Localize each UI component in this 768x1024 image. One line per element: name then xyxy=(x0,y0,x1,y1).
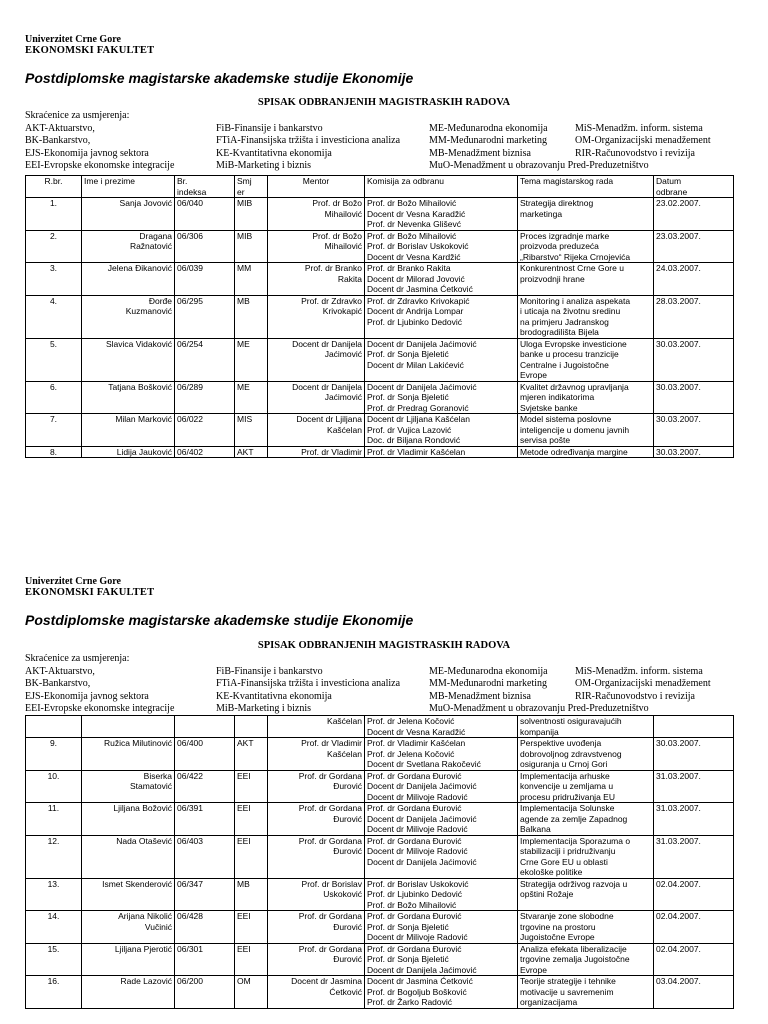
table-row xyxy=(26,414,734,447)
cell-rbr: 14. xyxy=(26,911,82,944)
abbreviation-item: MiS-Menadžm. inform. sistema xyxy=(575,122,703,134)
cell-commission: Docent dr Jasmina Ćetković Prof. dr Bogoljub Bošković Prof. dr Žarko Radović xyxy=(365,976,518,1009)
cell-smj: EEI xyxy=(235,770,268,803)
abbreviations-block xyxy=(25,653,755,716)
abbreviation-item: RIR-Računovodstvo i revizija xyxy=(575,147,695,159)
cell-index: 06/039 xyxy=(175,263,235,296)
cell-smj: MIB xyxy=(235,230,268,263)
cell-mentor: Kašćelan xyxy=(268,716,365,738)
thesis-table xyxy=(25,175,734,458)
abbreviation-item: KE-Kvantitativna ekonomija xyxy=(216,147,332,159)
cell-date: 30.03.2007. xyxy=(654,381,734,414)
cell-topic: solventnosti osiguravajućih kompanija xyxy=(518,716,654,738)
abbreviation-item: MuO-Menadžment u obrazovanju Pred-Preduzetništvo xyxy=(429,160,649,171)
cell-commission: Prof. dr Vladimir Kašćelan Prof. dr Jelena Kočović Docent dr Svetlana Rakočević xyxy=(365,738,518,771)
cell-index: 06/295 xyxy=(175,295,235,338)
cell-rbr: 7. xyxy=(26,414,82,447)
cell-mentor: Prof. dr Gordana Đurović xyxy=(268,835,365,878)
cell-name: Arijana Nikolić Vučinić xyxy=(82,911,175,944)
cell-topic: Model sistema poslovne inteligencije u domenu javnih servisa pošte xyxy=(518,414,654,447)
cell-commission: Prof. dr Božo Mihailović Prof. dr Borislav Uskoković Docent dr Vesna Kardžić xyxy=(365,230,518,263)
cell-smj: AKT xyxy=(235,446,268,458)
faculty-name: EKONOMSKI FAKULTET xyxy=(25,45,155,56)
cell-smj: ME xyxy=(235,338,268,381)
abbreviation-item: AKT-Aktuarstvo, xyxy=(25,122,95,134)
cell-mentor: Docent dr Jasmina Ćetković xyxy=(268,976,365,1009)
cell-topic: Strategija direktnog marketinga xyxy=(518,198,654,231)
cell-mentor: Prof. dr Vladimir Kašćelan xyxy=(268,738,365,771)
table-row xyxy=(26,230,734,263)
table-row xyxy=(26,803,734,836)
abbreviation-item: EJS-Ekonomija javnog sektora xyxy=(25,147,149,159)
cell-rbr: 2. xyxy=(26,230,82,263)
table-row xyxy=(26,770,734,803)
cell-date: 30.03.2007. xyxy=(654,338,734,381)
table-row xyxy=(26,976,734,1009)
abbreviation-item: OM-Organizacijski menadžement xyxy=(575,135,711,146)
cell-smj: AKT xyxy=(235,738,268,771)
cell-rbr: 9. xyxy=(26,738,82,771)
cell-rbr xyxy=(26,716,82,738)
cell-mentor: Prof. dr Vladimir xyxy=(268,446,365,458)
abbreviation-row xyxy=(25,123,755,136)
cell-date: 03.04.2007. xyxy=(654,976,734,1009)
cell-topic: Teorije strategije i tehnike motivacije u savremenim organizacijama xyxy=(518,976,654,1009)
cell-smj xyxy=(235,716,268,738)
cell-name: Ružica Milutinović xyxy=(82,738,175,771)
cell-rbr: 4. xyxy=(26,295,82,338)
abbreviation-item: FTiA-Finansijska tržišta i investiciona analiza xyxy=(216,678,401,689)
abbreviation-item: EEI-Evropske ekonomske integracije xyxy=(25,160,175,171)
cell-name xyxy=(82,716,175,738)
cell-topic: Stvaranje zone slobodne trgovine na prostoru Jugoistočne Evrope xyxy=(518,911,654,944)
col-header-name: Ime i prezime xyxy=(82,176,175,198)
table-row xyxy=(26,338,734,381)
col-header-mentor: Mentor xyxy=(268,176,365,198)
cell-smj: MB xyxy=(235,878,268,911)
table-row xyxy=(26,381,734,414)
cell-commission: Prof. dr Gordana Đurović Prof. dr Sonja Bjeletić Docent dr Milivoje Radović xyxy=(365,911,518,944)
cell-mentor: Prof. dr Gordana Đurović xyxy=(268,770,365,803)
abbreviation-row xyxy=(25,148,755,161)
abbreviation-item: MB-Menadžment biznisa xyxy=(429,690,531,702)
cell-mentor: Prof. dr Božo Mihailović xyxy=(268,230,365,263)
cell-name: Slavica Vidaković xyxy=(82,338,175,381)
abbreviation-item: FTiA-Finansijska tržišta i investiciona analiza xyxy=(216,135,401,146)
cell-smj: EEI xyxy=(235,835,268,878)
cell-date: 31.03.2007. xyxy=(654,770,734,803)
abbreviation-item: FiB-Finansije i bankarstvo xyxy=(216,665,323,677)
abbreviation-item: FiB-Finansije i bankarstvo xyxy=(216,122,323,134)
abbreviation-item: KE-Kvantitativna ekonomija xyxy=(216,690,332,702)
cell-topic: Uloga Evropske investicione banke u procesu tranzicije Centralne i Jugoistočne Evrope xyxy=(518,338,654,381)
cell-topic: Monitoring i analiza aspekata i uticaja na životnu sredinu na primjeru Jadranskog brodogradilišta Bijela xyxy=(518,295,654,338)
cell-smj: EEI xyxy=(235,911,268,944)
cell-index: 06/400 xyxy=(175,738,235,771)
cell-index: 06/422 xyxy=(175,770,235,803)
cell-rbr: 13. xyxy=(26,878,82,911)
cell-commission: Prof. dr Gordana Đurović Docent dr Danijela Jaćimović Docent dr Milivoje Radović xyxy=(365,770,518,803)
abbreviation-row xyxy=(25,703,755,716)
cell-rbr: 16. xyxy=(26,976,82,1009)
cell-mentor: Docent dr Danijela Jaćimović xyxy=(268,381,365,414)
thesis-table-continued xyxy=(25,715,734,1009)
cell-name: Đorđe Kuzmanović xyxy=(82,295,175,338)
university-name: Univerzitet Crne Gore xyxy=(25,34,121,45)
table-row xyxy=(26,835,734,878)
abbreviation-item: MB-Menadžment biznisa xyxy=(429,147,531,159)
cell-commission: Docent dr Danijela Jaćimović Prof. dr Sonja Bjeletić Docent dr Milan Lakićević xyxy=(365,338,518,381)
abbreviation-item: MiB-Marketing i biznis xyxy=(216,160,311,171)
cell-index: 06/200 xyxy=(175,976,235,1009)
table-row xyxy=(26,198,734,231)
cell-topic: Proces izgradnje marke proizvoda preduzeća „Ribarstvo“ Rijeka Crnojevića xyxy=(518,230,654,263)
abbreviation-row xyxy=(25,160,755,173)
cell-commission: Docent dr Danijela Jaćimović Prof. dr Sonja Bjeletić Prof. dr Predrag Goranović xyxy=(365,381,518,414)
cell-smj: MIB xyxy=(235,198,268,231)
university-header xyxy=(25,576,154,598)
abbreviation-item: MM-Međunarodni marketing xyxy=(429,135,548,146)
cell-date xyxy=(654,716,734,738)
abbreviation-item: EEI-Evropske ekonomske integracije xyxy=(25,703,175,714)
cell-mentor: Docent dr Ljiljana Kašćelan xyxy=(268,414,365,447)
list-title: SPISAK ODBRANJENIH MAGISTRASKIH RADOVA xyxy=(257,97,511,108)
abbreviation-item: BK-Bankarstvo, xyxy=(25,135,91,146)
table-row xyxy=(26,943,734,976)
table-row xyxy=(26,295,734,338)
col-header-topic: Tema magistarskog rada xyxy=(518,176,654,198)
cell-date: 24.03.2007. xyxy=(654,263,734,296)
cell-mentor: Prof. dr Borislav Uskoković xyxy=(268,878,365,911)
abbreviation-row xyxy=(25,678,755,691)
cell-rbr: 3. xyxy=(26,263,82,296)
cell-name: Ljiljana Pjerotić xyxy=(82,943,175,976)
cell-smj: EEI xyxy=(235,943,268,976)
col-header-rbr: R.br. xyxy=(26,176,82,198)
page-subtitle: Postdiplomske magistarske akademske studije Ekonomije xyxy=(25,612,414,628)
table-row xyxy=(26,738,734,771)
col-header-date: Datum odbrane xyxy=(654,176,734,198)
cell-topic: Implementacija arhuske konvencije u zemljama u procesu pridruživanja EU xyxy=(518,770,654,803)
table-row xyxy=(26,446,734,458)
cell-smj: MM xyxy=(235,263,268,296)
cell-smj: MB xyxy=(235,295,268,338)
cell-name: Ljiljana Božović xyxy=(82,803,175,836)
cell-mentor: Docent dr Danijela Jaćimović xyxy=(268,338,365,381)
cell-commission: Prof. dr Vladimir Kašćelan xyxy=(365,446,518,458)
cell-commission: Prof. dr Zdravko Krivokapić Docent dr Andrija Lompar Prof. dr Ljubinko Dedović xyxy=(365,295,518,338)
cell-name: Biserka Stamatović xyxy=(82,770,175,803)
cell-date: 30.03.2007. xyxy=(654,446,734,458)
col-header-commission: Komisija za odbranu xyxy=(365,176,518,198)
abbreviation-item: AKT-Aktuarstvo, xyxy=(25,665,95,677)
table-row xyxy=(26,263,734,296)
cell-mentor: Prof. dr Gordana Đurović xyxy=(268,911,365,944)
cell-date: 30.03.2007. xyxy=(654,414,734,447)
cell-smj: OM xyxy=(235,976,268,1009)
cell-smj: EEI xyxy=(235,803,268,836)
cell-date: 30.03.2007. xyxy=(654,738,734,771)
abbreviations-title: Skraćenice za usmjerenja: xyxy=(25,110,130,121)
cell-index: 06/022 xyxy=(175,414,235,447)
abbreviations-block xyxy=(25,110,755,173)
cell-index xyxy=(175,716,235,738)
university-header xyxy=(25,34,154,56)
table-row xyxy=(26,716,734,738)
cell-topic: Analiza efekata liberalizacije trgovine zemalja Jugoistočne Evrope xyxy=(518,943,654,976)
abbreviation-row xyxy=(25,666,755,679)
abbreviation-item: MiS-Menadžm. inform. sistema xyxy=(575,665,703,677)
cell-name: Lidija Jauković xyxy=(82,446,175,458)
cell-topic: Perspektive uvođenja dobrovoljnog zdravstvenog osiguranja u Crnoj Gori xyxy=(518,738,654,771)
list-title: SPISAK ODBRANJENIH MAGISTRASKIH RADOVA xyxy=(257,640,511,651)
abbreviation-item: RIR-Računovodstvo i revizija xyxy=(575,690,695,702)
col-header-index: Br. indeksa xyxy=(175,176,235,198)
abbreviation-row xyxy=(25,135,755,148)
cell-topic: Konkurentnost Crne Gore u proizvodnji hrane xyxy=(518,263,654,296)
cell-commission: Prof. dr Gordana Đurović Docent dr Milivoje Radović Docent dr Danijela Jaćimović xyxy=(365,835,518,878)
abbreviation-item: ME-Međunarodna ekonomija xyxy=(429,665,548,677)
cell-index: 06/289 xyxy=(175,381,235,414)
cell-topic: Implementacija Sporazuma o stabilizaciji i pridruživanju Crne Gore EU u oblasti ekološke politike xyxy=(518,835,654,878)
faculty-name: EKONOMSKI FAKULTET xyxy=(25,587,155,598)
abbreviation-item: MiB-Marketing i biznis xyxy=(216,703,311,714)
cell-date: 23.02.2007. xyxy=(654,198,734,231)
cell-rbr: 10. xyxy=(26,770,82,803)
abbreviation-item: OM-Organizacijski menadžement xyxy=(575,678,711,689)
cell-name: Sanja Jovović xyxy=(82,198,175,231)
cell-commission: Prof. dr Branko Rakita Docent dr Milorad Jovović Docent dr Jasmina Ćetković xyxy=(365,263,518,296)
cell-index: 06/347 xyxy=(175,878,235,911)
cell-date: 02.04.2007. xyxy=(654,943,734,976)
cell-date: 02.04.2007. xyxy=(654,878,734,911)
cell-topic: Metode određivanja margine xyxy=(518,446,654,458)
cell-index: 06/040 xyxy=(175,198,235,231)
cell-date: 02.04.2007. xyxy=(654,911,734,944)
cell-name: Milan Marković xyxy=(82,414,175,447)
cell-date: 23.03.2007. xyxy=(654,230,734,263)
page-separator xyxy=(0,532,768,556)
table-row xyxy=(26,878,734,911)
cell-rbr: 15. xyxy=(26,943,82,976)
university-name: Univerzitet Crne Gore xyxy=(25,576,121,587)
abbreviation-item: MuO-Menadžment u obrazovanju Pred-Preduzetništvo xyxy=(429,703,649,714)
cell-rbr: 11. xyxy=(26,803,82,836)
cell-rbr: 12. xyxy=(26,835,82,878)
abbreviation-item: EJS-Ekonomija javnog sektora xyxy=(25,690,149,702)
cell-index: 06/428 xyxy=(175,911,235,944)
cell-index: 06/306 xyxy=(175,230,235,263)
cell-topic: Kvalitet državnog upravljanja mjeren indikatorima Svjetske banke xyxy=(518,381,654,414)
cell-mentor: Prof. dr Zdravko Krivokapić xyxy=(268,295,365,338)
cell-smj: MIS xyxy=(235,414,268,447)
cell-mentor: Prof. dr Gordana Đurović xyxy=(268,943,365,976)
abbreviation-item: MM-Međunarodni marketing xyxy=(429,678,548,689)
table-row xyxy=(26,911,734,944)
cell-index: 06/402 xyxy=(175,446,235,458)
cell-rbr: 1. xyxy=(26,198,82,231)
abbreviation-row xyxy=(25,691,755,704)
col-header-smj: Smj er xyxy=(235,176,268,198)
cell-index: 06/301 xyxy=(175,943,235,976)
cell-name: Ismet Skenderović xyxy=(82,878,175,911)
page-subtitle: Postdiplomske magistarske akademske studije Ekonomije xyxy=(25,70,414,86)
cell-name: Dragana Ražnatović xyxy=(82,230,175,263)
cell-rbr: 5. xyxy=(26,338,82,381)
cell-commission: Prof. dr Gordana Đurović Docent dr Danijela Jaćimović Docent dr Milivoje Radović xyxy=(365,803,518,836)
cell-name: Nada Otašević xyxy=(82,835,175,878)
cell-mentor: Prof. dr Branko Rakita xyxy=(268,263,365,296)
abbreviations-title: Skraćenice za usmjerenja: xyxy=(25,653,130,664)
cell-mentor: Prof. dr Božo Mihailović xyxy=(268,198,365,231)
cell-topic: Implementacija Solunske agende za zemlje Zapadnog Balkana xyxy=(518,803,654,836)
abbreviation-item: BK-Bankarstvo, xyxy=(25,678,91,689)
cell-rbr: 6. xyxy=(26,381,82,414)
cell-commission: Prof. dr Jelena Kočović Docent dr Vesna Karadžić xyxy=(365,716,518,738)
cell-rbr: 8. xyxy=(26,446,82,458)
cell-index: 06/254 xyxy=(175,338,235,381)
cell-smj: ME xyxy=(235,381,268,414)
cell-commission: Prof. dr Borislav Uskoković Prof. dr Ljubinko Dedović Prof. dr Božo Mihailović xyxy=(365,878,518,911)
cell-index: 06/403 xyxy=(175,835,235,878)
cell-name: Tatjana Bošković xyxy=(82,381,175,414)
cell-name: Rade Lazović xyxy=(82,976,175,1009)
table-header-row xyxy=(26,176,734,198)
abbreviation-item: ME-Međunarodna ekonomija xyxy=(429,122,548,134)
cell-mentor: Prof. dr Gordana Đurović xyxy=(268,803,365,836)
cell-index: 06/391 xyxy=(175,803,235,836)
cell-commission: Docent dr Ljiljana Kašćelan Prof. dr Vujica Lazović Doc. dr Biljana Rondović xyxy=(365,414,518,447)
cell-commission: Prof. dr Božo Mihailović Docent dr Vesna Karadžić Prof. dr Nevenka Gliševć xyxy=(365,198,518,231)
cell-commission: Prof. dr Gordana Đurović Prof. dr Sonja Bjeletić Docent dr Danijela Jaćimović xyxy=(365,943,518,976)
cell-date: 31.03.2007. xyxy=(654,835,734,878)
cell-date: 31.03.2007. xyxy=(654,803,734,836)
cell-date: 28.03.2007. xyxy=(654,295,734,338)
cell-topic: Strategija održivog razvoja u opštini Rožaje xyxy=(518,878,654,911)
cell-name: Jelena Đikanović xyxy=(82,263,175,296)
